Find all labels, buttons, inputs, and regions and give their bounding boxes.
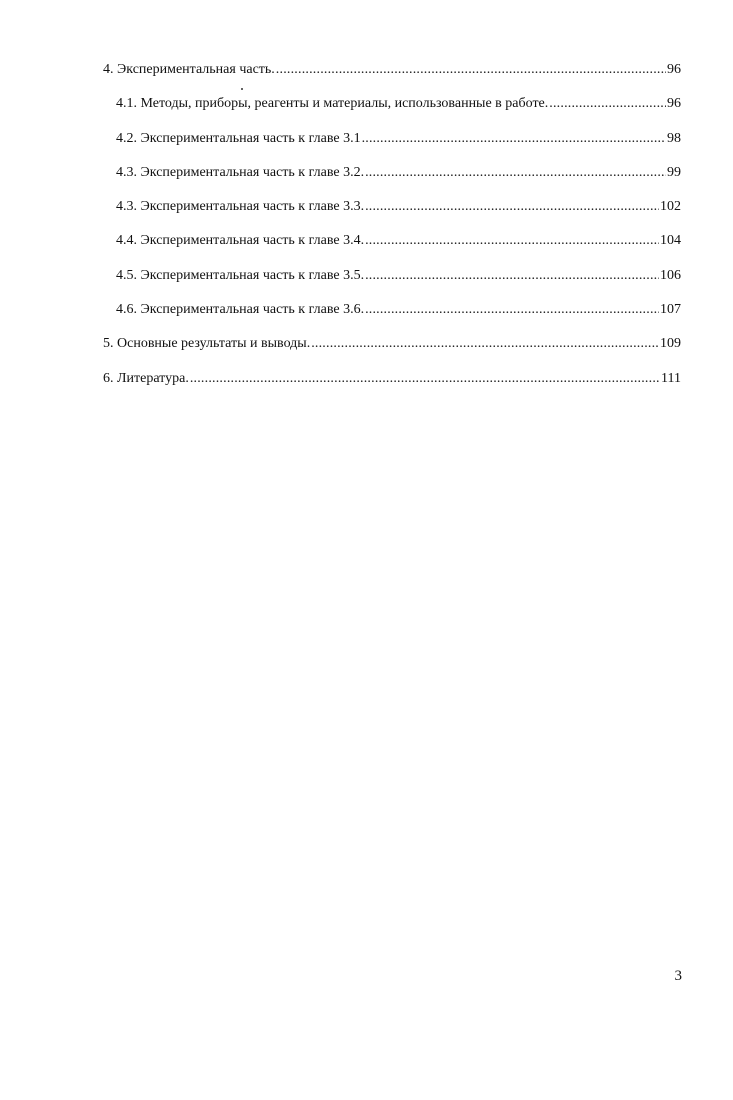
toc-entry-4-4	[103, 229, 681, 263]
toc-entry-4-5	[103, 264, 681, 298]
toc-entry-6	[103, 367, 681, 401]
toc-entry-title: 4.3. Экспериментальная часть к главе 3.2.	[116, 164, 365, 180]
toc-entry-page: 102	[660, 199, 681, 215]
toc-entry-title: 4.2. Экспериментальная часть к главе 3.1	[116, 130, 361, 146]
toc-dot-leader	[362, 127, 666, 151]
page-number: 3	[674, 968, 682, 984]
toc-entry-title: 4.6. Экспериментальная часть к главе 3.6.	[116, 302, 365, 318]
toc-entry-title: 5. Основные результаты и выводы.	[103, 336, 311, 352]
toc-entry-title: 6. Литература.	[103, 370, 189, 386]
toc-entry-page: 107	[660, 302, 681, 318]
toc-entry-page: 109	[660, 336, 681, 352]
toc-entry-4	[103, 58, 681, 92]
toc-entry-title: 4.1. Методы, приборы, реагенты и материалы, использованные в работе.	[116, 96, 549, 112]
toc-entry-title: 4. Экспериментальная часть.	[103, 62, 275, 77]
toc-dot-leader	[549, 92, 666, 116]
table-of-contents	[103, 58, 681, 401]
toc-entry-page: 96	[667, 96, 681, 112]
toc-entry-title: 4.4. Экспериментальная часть к главе 3.4.	[116, 233, 365, 249]
toc-entry-4-3a	[103, 161, 681, 195]
toc-entry-page: 98	[667, 130, 681, 146]
toc-entry-page: 96	[667, 62, 681, 77]
toc-dot-leader	[311, 332, 659, 356]
toc-dot-leader	[365, 264, 659, 288]
toc-entry-5	[103, 332, 681, 366]
toc-dot-leader	[365, 229, 659, 253]
toc-entry-4-3b	[103, 195, 681, 229]
toc-entry-4-6	[103, 298, 681, 332]
toc-entry-title: 4.3. Экспериментальная часть к главе 3.3.	[116, 199, 365, 215]
toc-entry-4-1	[103, 92, 681, 126]
toc-entry-title: 4.5. Экспериментальная часть к главе 3.5.	[116, 267, 365, 283]
scan-speck	[241, 88, 243, 90]
toc-entry-page: 104	[660, 233, 681, 249]
toc-dot-leader	[365, 195, 659, 219]
toc-entry-page: 106	[660, 267, 681, 283]
toc-dot-leader	[365, 298, 659, 322]
toc-entry-4-2	[103, 127, 681, 161]
toc-entry-page: 99	[667, 164, 681, 180]
toc-dot-leader	[365, 161, 666, 185]
toc-entry-page: 111	[661, 370, 681, 386]
toc-dot-leader	[276, 58, 666, 82]
toc-dot-leader	[190, 367, 660, 391]
